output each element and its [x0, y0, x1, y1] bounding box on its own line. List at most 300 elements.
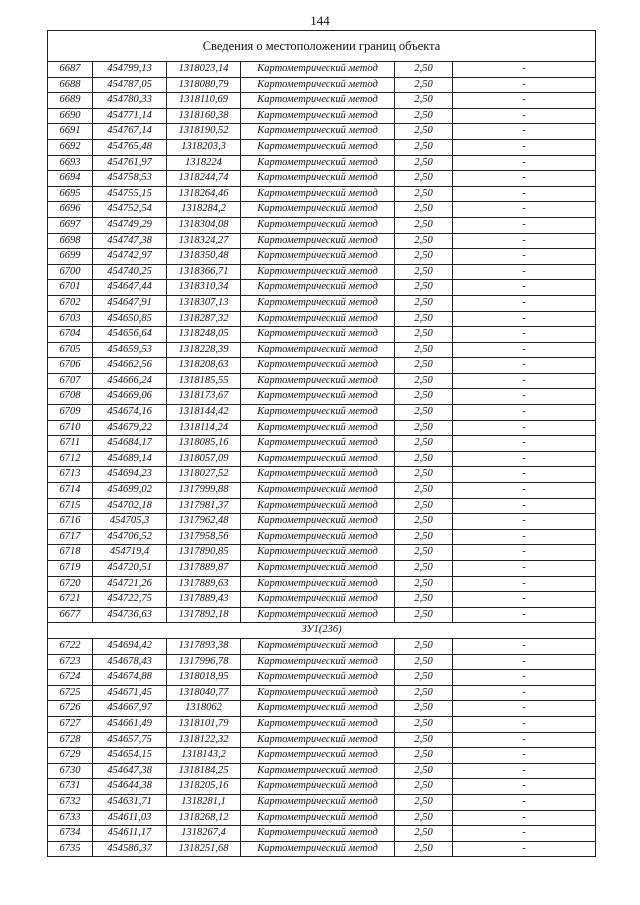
- table-row: [48, 171, 596, 187]
- table-row: [48, 779, 596, 795]
- method-cell: Картометрический метод: [241, 217, 395, 233]
- table-row: [48, 280, 596, 296]
- table-row: [48, 638, 596, 654]
- description-cell: -: [453, 139, 596, 155]
- method-cell: Картометрический метод: [241, 389, 395, 405]
- accuracy-cell: 2,50: [395, 405, 453, 421]
- point-number-cell: 6722: [48, 638, 93, 654]
- description-cell: -: [453, 264, 596, 280]
- y-coordinate-cell: 1317892,18: [167, 607, 241, 623]
- x-coordinate-cell: 454631,71: [93, 794, 167, 810]
- table-row: [48, 763, 596, 779]
- method-cell: Картометрический метод: [241, 233, 395, 249]
- table-row: [48, 186, 596, 202]
- y-coordinate-cell: 1318366,71: [167, 264, 241, 280]
- accuracy-cell: 2,50: [395, 311, 453, 327]
- description-cell: -: [453, 685, 596, 701]
- y-coordinate-cell: 1317889,87: [167, 561, 241, 577]
- y-coordinate-cell: 1318062: [167, 701, 241, 717]
- accuracy-cell: 2,50: [395, 451, 453, 467]
- description-cell: -: [453, 638, 596, 654]
- description-cell: -: [453, 716, 596, 732]
- y-coordinate-cell: 1317958,56: [167, 529, 241, 545]
- method-cell: Картометрический метод: [241, 748, 395, 764]
- table-row: [48, 794, 596, 810]
- x-coordinate-cell: 454669,06: [93, 389, 167, 405]
- y-coordinate-cell: 1318122,32: [167, 732, 241, 748]
- method-cell: Картометрический метод: [241, 779, 395, 795]
- y-coordinate-cell: 1318205,16: [167, 779, 241, 795]
- table-row: [48, 561, 596, 577]
- y-coordinate-cell: 1318085,16: [167, 436, 241, 452]
- x-coordinate-cell: 454647,44: [93, 280, 167, 296]
- accuracy-cell: 2,50: [395, 810, 453, 826]
- x-coordinate-cell: 454671,45: [93, 685, 167, 701]
- method-cell: Картометрический метод: [241, 826, 395, 842]
- description-cell: -: [453, 295, 596, 311]
- method-cell: Картометрический метод: [241, 483, 395, 499]
- description-cell: -: [453, 701, 596, 717]
- table-title-row: [48, 31, 596, 62]
- x-coordinate-cell: 454694,42: [93, 638, 167, 654]
- accuracy-cell: 2,50: [395, 483, 453, 499]
- accuracy-cell: 2,50: [395, 748, 453, 764]
- point-number-cell: 6720: [48, 576, 93, 592]
- accuracy-cell: 2,50: [395, 93, 453, 109]
- accuracy-cell: 2,50: [395, 670, 453, 686]
- accuracy-cell: 2,50: [395, 202, 453, 218]
- description-cell: -: [453, 545, 596, 561]
- method-cell: Картометрический метод: [241, 342, 395, 358]
- point-number-cell: 6726: [48, 701, 93, 717]
- description-cell: -: [453, 670, 596, 686]
- description-cell: -: [453, 748, 596, 764]
- y-coordinate-cell: 1318144,42: [167, 405, 241, 421]
- point-number-cell: 6729: [48, 748, 93, 764]
- description-cell: -: [453, 483, 596, 499]
- x-coordinate-cell: 454650,85: [93, 311, 167, 327]
- point-number-cell: 6696: [48, 202, 93, 218]
- method-cell: Картометрический метод: [241, 561, 395, 577]
- table-row: [48, 264, 596, 280]
- point-number-cell: 6702: [48, 295, 93, 311]
- table-row: [48, 654, 596, 670]
- accuracy-cell: 2,50: [395, 280, 453, 296]
- y-coordinate-cell: 1318040,77: [167, 685, 241, 701]
- accuracy-cell: 2,50: [395, 124, 453, 140]
- table-row: [48, 576, 596, 592]
- point-number-cell: 6724: [48, 670, 93, 686]
- description-cell: -: [453, 405, 596, 421]
- y-coordinate-cell: 1318101,79: [167, 716, 241, 732]
- x-coordinate-cell: 454662,56: [93, 358, 167, 374]
- accuracy-cell: 2,50: [395, 217, 453, 233]
- method-cell: Картометрический метод: [241, 436, 395, 452]
- table-row: [48, 124, 596, 140]
- accuracy-cell: 2,50: [395, 108, 453, 124]
- accuracy-cell: 2,50: [395, 498, 453, 514]
- x-coordinate-cell: 454740,25: [93, 264, 167, 280]
- point-number-cell: 6689: [48, 93, 93, 109]
- table-row: [48, 249, 596, 265]
- table-row: [48, 139, 596, 155]
- method-cell: Картометрический метод: [241, 155, 395, 171]
- x-coordinate-cell: 454755,15: [93, 186, 167, 202]
- x-coordinate-cell: 454742,97: [93, 249, 167, 265]
- description-cell: -: [453, 373, 596, 389]
- point-number-cell: 6719: [48, 561, 93, 577]
- accuracy-cell: 2,50: [395, 233, 453, 249]
- table-row: [48, 373, 596, 389]
- table-row: [48, 420, 596, 436]
- method-cell: Картометрический метод: [241, 716, 395, 732]
- x-coordinate-cell: 454705,3: [93, 514, 167, 530]
- method-cell: Картометрический метод: [241, 420, 395, 436]
- x-coordinate-cell: 454674,88: [93, 670, 167, 686]
- boundary-coordinates-table: [47, 30, 596, 857]
- point-number-cell: 6691: [48, 124, 93, 140]
- description-cell: -: [453, 217, 596, 233]
- description-cell: -: [453, 576, 596, 592]
- x-coordinate-cell: 454678,43: [93, 654, 167, 670]
- y-coordinate-cell: 1318160,38: [167, 108, 241, 124]
- point-number-cell: 6716: [48, 514, 93, 530]
- table-row: [48, 202, 596, 218]
- table-row: [48, 545, 596, 561]
- point-number-cell: 6706: [48, 358, 93, 374]
- y-coordinate-cell: 1318224: [167, 155, 241, 171]
- method-cell: Картометрический метод: [241, 545, 395, 561]
- table-row: [48, 217, 596, 233]
- y-coordinate-cell: 1317893,38: [167, 638, 241, 654]
- boundary-table-container: [47, 30, 595, 857]
- method-cell: Картометрический метод: [241, 841, 395, 857]
- method-cell: Картометрический метод: [241, 93, 395, 109]
- method-cell: Картометрический метод: [241, 264, 395, 280]
- description-cell: -: [453, 498, 596, 514]
- x-coordinate-cell: 454667,97: [93, 701, 167, 717]
- method-cell: Картометрический метод: [241, 373, 395, 389]
- accuracy-cell: 2,50: [395, 342, 453, 358]
- point-number-cell: 6693: [48, 155, 93, 171]
- method-cell: Картометрический метод: [241, 794, 395, 810]
- description-cell: -: [453, 77, 596, 93]
- y-coordinate-cell: 1318350,48: [167, 249, 241, 265]
- description-cell: -: [453, 327, 596, 343]
- table-row: [48, 77, 596, 93]
- point-number-cell: 6704: [48, 327, 93, 343]
- accuracy-cell: 2,50: [395, 794, 453, 810]
- y-coordinate-cell: 1318208,63: [167, 358, 241, 374]
- point-number-cell: 6701: [48, 280, 93, 296]
- method-cell: Картометрический метод: [241, 202, 395, 218]
- table-row: [48, 592, 596, 608]
- point-number-cell: 6705: [48, 342, 93, 358]
- y-coordinate-cell: 1318264,46: [167, 186, 241, 202]
- y-coordinate-cell: 1317981,37: [167, 498, 241, 514]
- y-coordinate-cell: 1318027,52: [167, 467, 241, 483]
- y-coordinate-cell: 1317889,43: [167, 592, 241, 608]
- accuracy-cell: 2,50: [395, 841, 453, 857]
- description-cell: -: [453, 202, 596, 218]
- point-number-cell: 6710: [48, 420, 93, 436]
- x-coordinate-cell: 454767,14: [93, 124, 167, 140]
- description-cell: -: [453, 420, 596, 436]
- method-cell: Картометрический метод: [241, 576, 395, 592]
- x-coordinate-cell: 454761,97: [93, 155, 167, 171]
- accuracy-cell: 2,50: [395, 685, 453, 701]
- accuracy-cell: 2,50: [395, 171, 453, 187]
- description-cell: -: [453, 186, 596, 202]
- method-cell: Картометрический метод: [241, 810, 395, 826]
- point-number-cell: 6690: [48, 108, 93, 124]
- table-row: [48, 701, 596, 717]
- description-cell: -: [453, 280, 596, 296]
- x-coordinate-cell: 454721,26: [93, 576, 167, 592]
- x-coordinate-cell: 454657,75: [93, 732, 167, 748]
- y-coordinate-cell: 1318114,24: [167, 420, 241, 436]
- table-row: [48, 93, 596, 109]
- y-coordinate-cell: 1318185,55: [167, 373, 241, 389]
- method-cell: Картометрический метод: [241, 171, 395, 187]
- accuracy-cell: 2,50: [395, 186, 453, 202]
- table-row: [48, 295, 596, 311]
- accuracy-cell: 2,50: [395, 389, 453, 405]
- y-coordinate-cell: 1318304,08: [167, 217, 241, 233]
- page-number: 144: [310, 13, 330, 28]
- point-number-cell: 6730: [48, 763, 93, 779]
- method-cell: Картометрический метод: [241, 358, 395, 374]
- y-coordinate-cell: 1318143,2: [167, 748, 241, 764]
- x-coordinate-cell: 454758,53: [93, 171, 167, 187]
- point-number-cell: 6703: [48, 311, 93, 327]
- x-coordinate-cell: 454719,4: [93, 545, 167, 561]
- table-row: [48, 342, 596, 358]
- point-number-cell: 6712: [48, 451, 93, 467]
- accuracy-cell: 2,50: [395, 264, 453, 280]
- y-coordinate-cell: 1317890,85: [167, 545, 241, 561]
- x-coordinate-cell: 454689,14: [93, 451, 167, 467]
- y-coordinate-cell: 1318184,25: [167, 763, 241, 779]
- accuracy-cell: 2,50: [395, 654, 453, 670]
- description-cell: -: [453, 124, 596, 140]
- x-coordinate-cell: 454647,38: [93, 763, 167, 779]
- y-coordinate-cell: 1318244,74: [167, 171, 241, 187]
- x-coordinate-cell: 454699,02: [93, 483, 167, 499]
- accuracy-cell: 2,50: [395, 561, 453, 577]
- table-row: [48, 436, 596, 452]
- y-coordinate-cell: 1318287,32: [167, 311, 241, 327]
- accuracy-cell: 2,50: [395, 295, 453, 311]
- method-cell: Картометрический метод: [241, 732, 395, 748]
- x-coordinate-cell: 454771,14: [93, 108, 167, 124]
- x-coordinate-cell: 454722,75: [93, 592, 167, 608]
- y-coordinate-cell: 1318324,27: [167, 233, 241, 249]
- table-row: [48, 826, 596, 842]
- accuracy-cell: 2,50: [395, 545, 453, 561]
- point-number-cell: 6715: [48, 498, 93, 514]
- method-cell: Картометрический метод: [241, 108, 395, 124]
- method-cell: Картометрический метод: [241, 186, 395, 202]
- point-number-cell: 6732: [48, 794, 93, 810]
- description-cell: -: [453, 763, 596, 779]
- x-coordinate-cell: 454736,63: [93, 607, 167, 623]
- x-coordinate-cell: 454586,37: [93, 841, 167, 857]
- y-coordinate-cell: 1318268,12: [167, 810, 241, 826]
- method-cell: Картометрический метод: [241, 514, 395, 530]
- point-number-cell: 6718: [48, 545, 93, 561]
- method-cell: Картометрический метод: [241, 607, 395, 623]
- table-row: [48, 108, 596, 124]
- accuracy-cell: 2,50: [395, 467, 453, 483]
- y-coordinate-cell: 1318018,95: [167, 670, 241, 686]
- y-coordinate-cell: 1318190,52: [167, 124, 241, 140]
- section-row: [48, 623, 596, 639]
- description-cell: -: [453, 358, 596, 374]
- table-row: [48, 670, 596, 686]
- point-number-cell: 6692: [48, 139, 93, 155]
- accuracy-cell: 2,50: [395, 420, 453, 436]
- accuracy-cell: 2,50: [395, 592, 453, 608]
- y-coordinate-cell: 1318023,14: [167, 62, 241, 78]
- x-coordinate-cell: 454720,51: [93, 561, 167, 577]
- y-coordinate-cell: 1318248,05: [167, 327, 241, 343]
- method-cell: Картометрический метод: [241, 405, 395, 421]
- table-row: [48, 233, 596, 249]
- description-cell: -: [453, 451, 596, 467]
- table-body-part-1: [48, 62, 596, 623]
- point-number-cell: 6735: [48, 841, 93, 857]
- point-number-cell: 6699: [48, 249, 93, 265]
- section-label: ЗУ1(236): [48, 623, 596, 639]
- x-coordinate-cell: 454752,54: [93, 202, 167, 218]
- x-coordinate-cell: 454611,03: [93, 810, 167, 826]
- description-cell: -: [453, 389, 596, 405]
- method-cell: Картометрический метод: [241, 701, 395, 717]
- point-number-cell: 6717: [48, 529, 93, 545]
- accuracy-cell: 2,50: [395, 373, 453, 389]
- accuracy-cell: 2,50: [395, 529, 453, 545]
- description-cell: -: [453, 311, 596, 327]
- method-cell: Картометрический метод: [241, 670, 395, 686]
- point-number-cell: 6707: [48, 373, 93, 389]
- description-cell: -: [453, 592, 596, 608]
- table-row: [48, 467, 596, 483]
- point-number-cell: 6721: [48, 592, 93, 608]
- description-cell: -: [453, 233, 596, 249]
- point-number-cell: 6727: [48, 716, 93, 732]
- table-row: [48, 62, 596, 78]
- y-coordinate-cell: 1317996,78: [167, 654, 241, 670]
- y-coordinate-cell: 1318080,79: [167, 77, 241, 93]
- method-cell: Картометрический метод: [241, 592, 395, 608]
- table-row: [48, 155, 596, 171]
- method-cell: Картометрический метод: [241, 467, 395, 483]
- table-row: [48, 311, 596, 327]
- accuracy-cell: 2,50: [395, 327, 453, 343]
- accuracy-cell: 2,50: [395, 716, 453, 732]
- method-cell: Картометрический метод: [241, 638, 395, 654]
- method-cell: Картометрический метод: [241, 249, 395, 265]
- x-coordinate-cell: 454654,15: [93, 748, 167, 764]
- method-cell: Картометрический метод: [241, 451, 395, 467]
- point-number-cell: 6711: [48, 436, 93, 452]
- method-cell: Картометрический метод: [241, 139, 395, 155]
- method-cell: Картометрический метод: [241, 763, 395, 779]
- point-number-cell: 6687: [48, 62, 93, 78]
- description-cell: -: [453, 654, 596, 670]
- table-row: [48, 685, 596, 701]
- table-section-separator: [48, 623, 596, 639]
- description-cell: -: [453, 155, 596, 171]
- y-coordinate-cell: 1318203,3: [167, 139, 241, 155]
- table-row: [48, 389, 596, 405]
- method-cell: Картометрический метод: [241, 295, 395, 311]
- accuracy-cell: 2,50: [395, 763, 453, 779]
- table-row: [48, 358, 596, 374]
- point-number-cell: 6698: [48, 233, 93, 249]
- x-coordinate-cell: 454684,17: [93, 436, 167, 452]
- table-row: [48, 498, 596, 514]
- method-cell: Картометрический метод: [241, 327, 395, 343]
- description-cell: -: [453, 810, 596, 826]
- x-coordinate-cell: 454799,13: [93, 62, 167, 78]
- x-coordinate-cell: 454706,52: [93, 529, 167, 545]
- description-cell: -: [453, 794, 596, 810]
- x-coordinate-cell: 454647,91: [93, 295, 167, 311]
- point-number-cell: 6697: [48, 217, 93, 233]
- point-number-cell: 6723: [48, 654, 93, 670]
- y-coordinate-cell: 1318228,39: [167, 342, 241, 358]
- table-row: [48, 405, 596, 421]
- y-coordinate-cell: 1318310,34: [167, 280, 241, 296]
- method-cell: Картометрический метод: [241, 311, 395, 327]
- table-row: [48, 483, 596, 499]
- x-coordinate-cell: 454656,64: [93, 327, 167, 343]
- x-coordinate-cell: 454666,24: [93, 373, 167, 389]
- description-cell: -: [453, 171, 596, 187]
- point-number-cell: 6731: [48, 779, 93, 795]
- table-row: [48, 327, 596, 343]
- x-coordinate-cell: 454765,48: [93, 139, 167, 155]
- point-number-cell: 6700: [48, 264, 93, 280]
- description-cell: -: [453, 529, 596, 545]
- accuracy-cell: 2,50: [395, 576, 453, 592]
- point-number-cell: 6728: [48, 732, 93, 748]
- table-row: [48, 748, 596, 764]
- point-number-cell: 6725: [48, 685, 93, 701]
- point-number-cell: 6709: [48, 405, 93, 421]
- accuracy-cell: 2,50: [395, 779, 453, 795]
- y-coordinate-cell: 1317889,63: [167, 576, 241, 592]
- description-cell: -: [453, 108, 596, 124]
- point-number-cell: 6677: [48, 607, 93, 623]
- description-cell: -: [453, 561, 596, 577]
- table-row: [48, 810, 596, 826]
- table-row: [48, 529, 596, 545]
- accuracy-cell: 2,50: [395, 77, 453, 93]
- y-coordinate-cell: 1317962,48: [167, 514, 241, 530]
- x-coordinate-cell: 454702,18: [93, 498, 167, 514]
- accuracy-cell: 2,50: [395, 358, 453, 374]
- table-row: [48, 607, 596, 623]
- accuracy-cell: 2,50: [395, 638, 453, 654]
- x-coordinate-cell: 454659,53: [93, 342, 167, 358]
- accuracy-cell: 2,50: [395, 139, 453, 155]
- x-coordinate-cell: 454749,29: [93, 217, 167, 233]
- y-coordinate-cell: 1318057,09: [167, 451, 241, 467]
- accuracy-cell: 2,50: [395, 607, 453, 623]
